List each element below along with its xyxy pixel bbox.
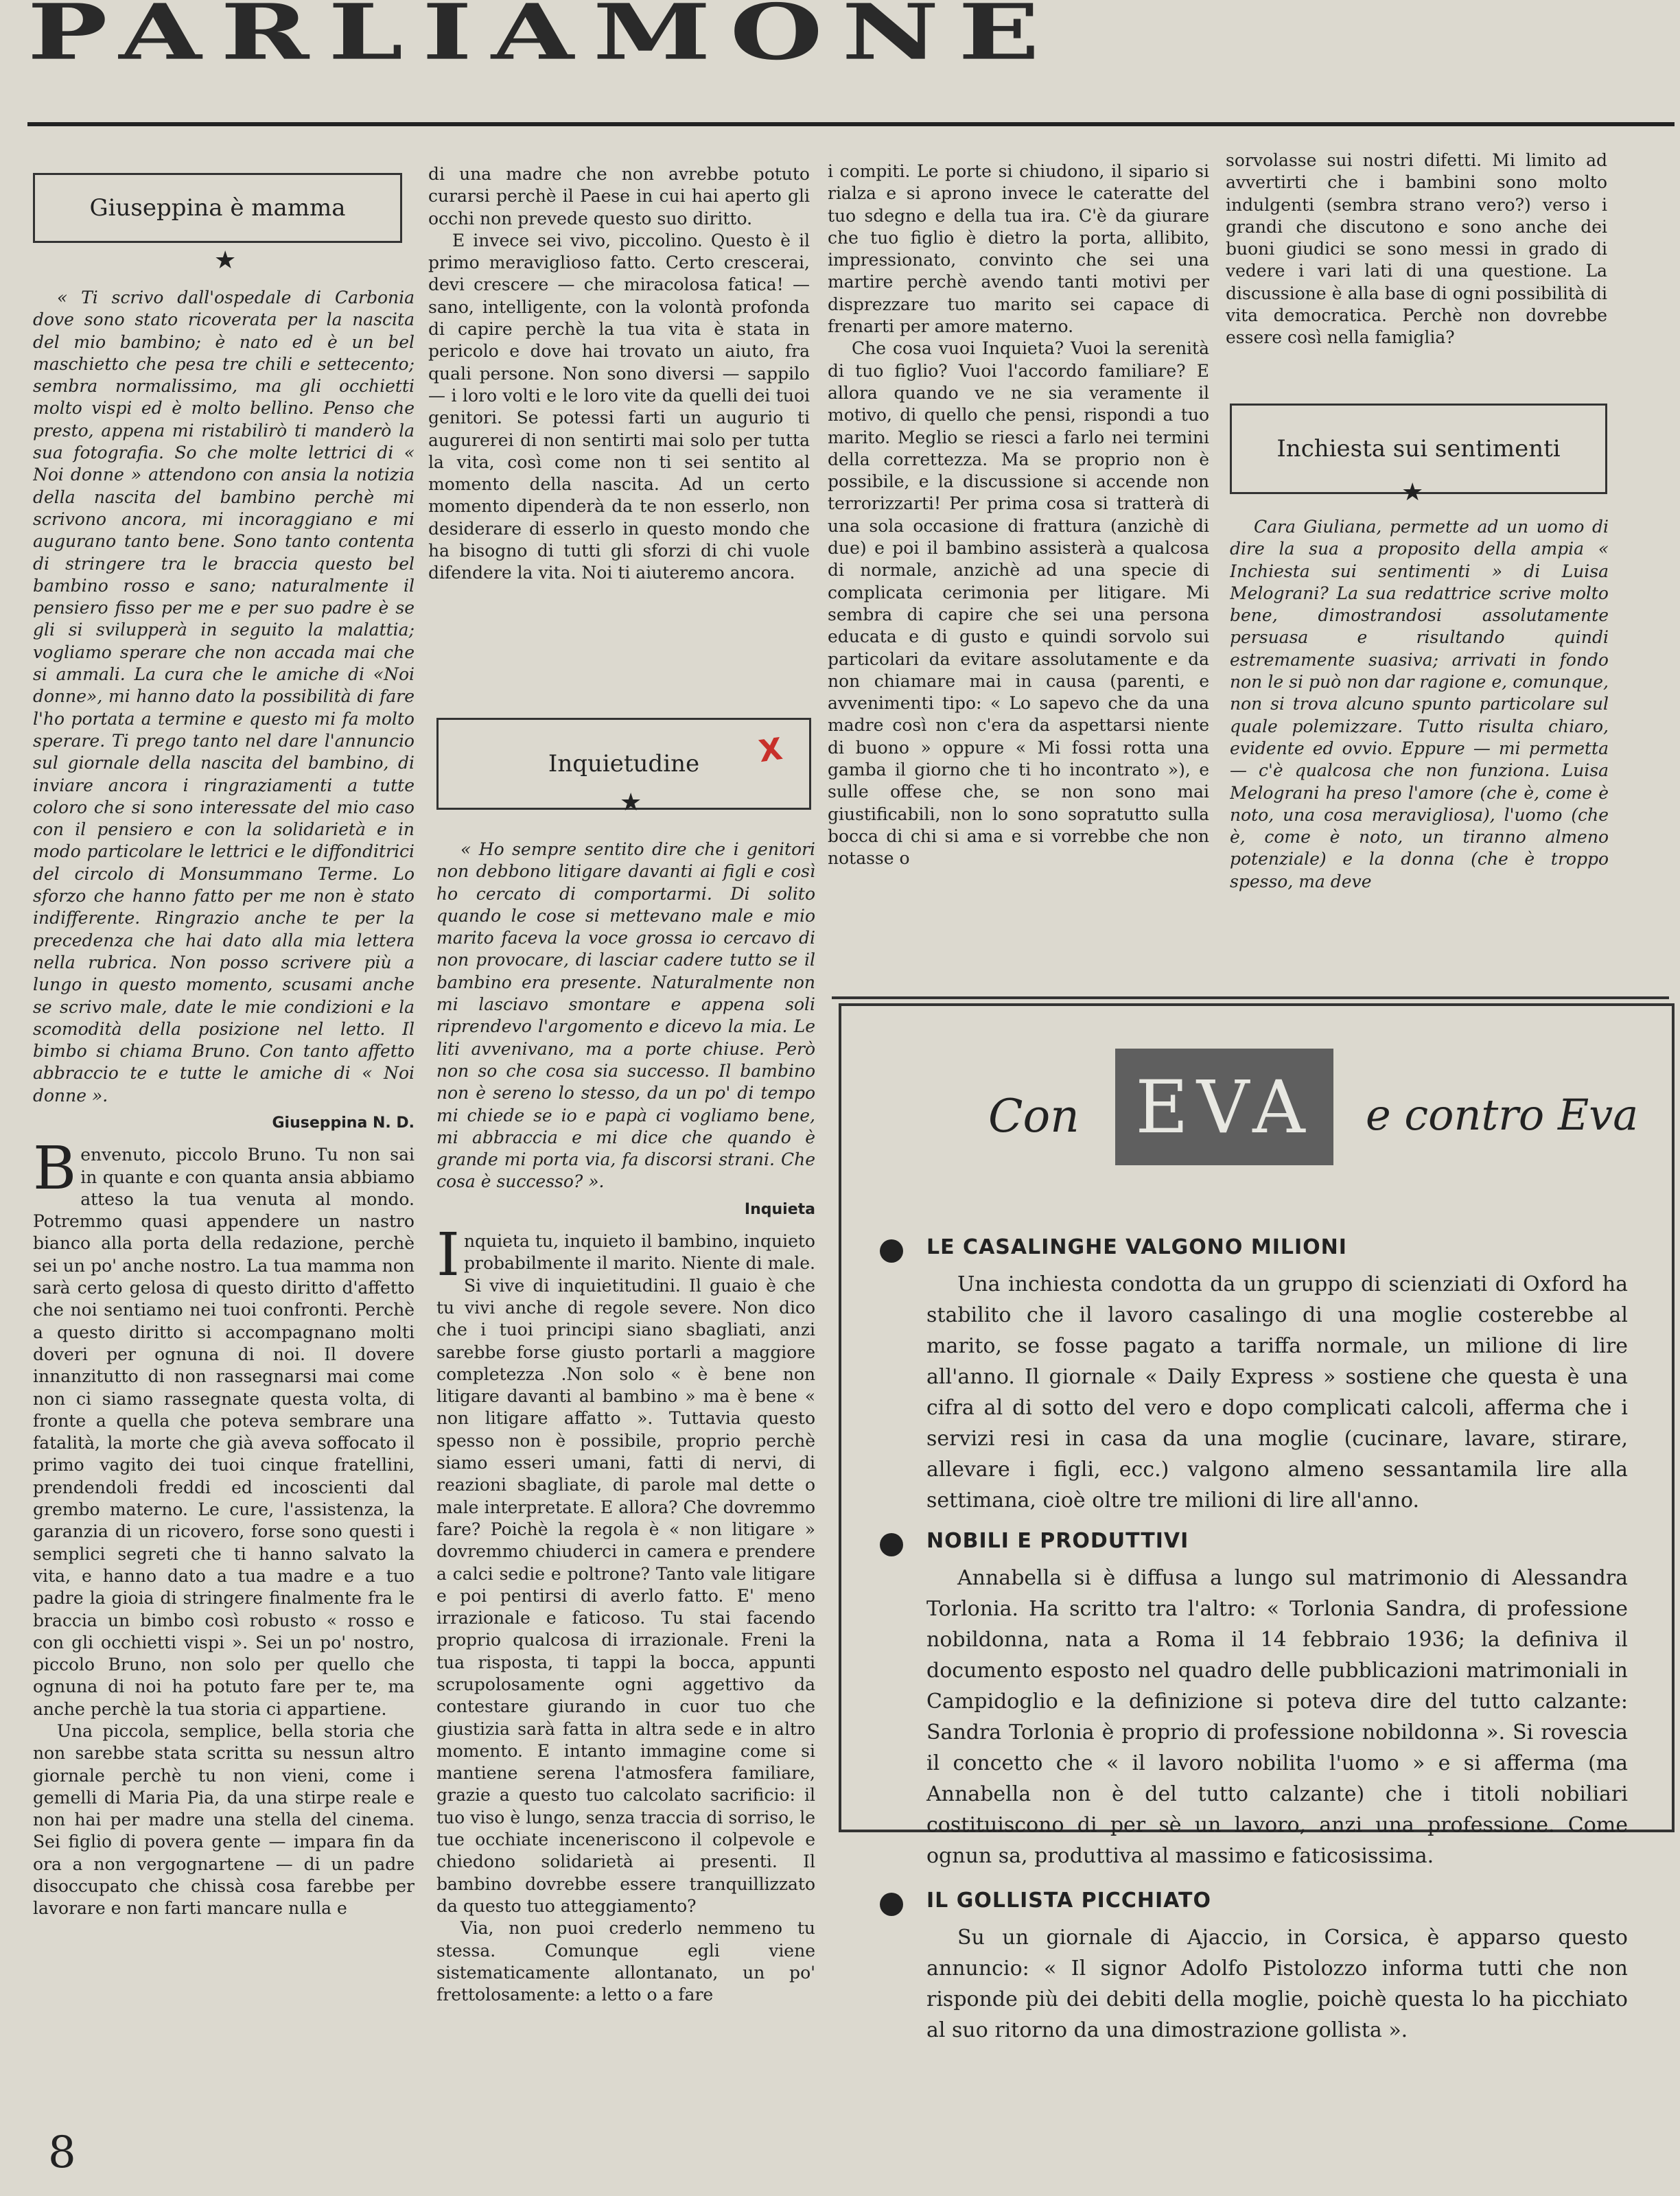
- news-text: Su un giornale di Ajaccio, in Corsica, è apparso questo annuncio: « Il signor Adolfo Pistolozzo informa tutti che non risponde più dei debiti della moglie, poichè questa lo ha picchiato al suo ritorno da una dimostrazione gollista ».: [926, 1926, 1628, 2042]
- reply-giuseppina-p2: Una piccola, semplice, bella storia che non sarebbe stata scritta su nessun altro giornale perchè tu non vieni, come i gemelli di Maria Pia, da una stirpe reale e non hai per madre una stella del cinema. Sei figlio di povera gente — impara fin da ora a non vergognartene — di un padre disoccupato che chissà cosa farebbe per lavorare e non farti mancare nulla e: [33, 1721, 415, 1919]
- column-3: [828, 161, 1209, 921]
- heading-inchiesta: Inchiesta sui sentimenti: [1276, 435, 1561, 463]
- star-icon: ★: [214, 246, 237, 274]
- news-item-casalinghe: [880, 1235, 1628, 1516]
- eva-title-contro: e contro Eva: [1366, 1090, 1639, 1140]
- eva-title: [988, 1049, 1647, 1172]
- letter-inquieta: « Ho sempre sentito dire che i genitori non debbono litigare davanti ai figli e così ho cercato di comportarmi. Di solito quando le cose si mettevano male e mio marito faceva la voce grossa io cercavo di non provocare, di lasciar cadere tutto se il bambino era presente. Naturalmente non mi lasciavo smontare e appena soli riprendevo l'argomento e dicevo la mia. Le liti avvenivano, ma a porte chiuse. Però non so che cosa sia successo. Il bambino non è sereno lo stesso, da un po' di tempo mi chiede se io e papà ci vogliamo bene, mi abbraccia e mi dice che quando è grande mi porta via, fa discorsi strani. Che cosa è successo? ».: [436, 839, 815, 1192]
- column-4-bottom: [1230, 516, 1609, 914]
- signature-inquieta: Inquieta: [744, 1200, 815, 1218]
- column-2-bottom: [436, 839, 815, 2115]
- news-text: Annabella si è diffusa a lungo sul matrimonio di Alessandra Torlonia. Ha scritto tra l'altro: « Torlonia Sandra, di professione nobildonna, nata a Roma il 14 febbraio 1936; la definiva il documento esposto nel quadro delle pubblicazioni matrimoniali in Campidoglio e la definizione si poteva dire del tutto calzante: Sandra Torlonia è proprio di professione nobildonna ». Si rovescia il concetto che « il lavoro nobilita l'uomo » e si afferma (ma Annabella non è del tutto calzante) che i titoli nobiliari costituiscono di per sè un lavoro, anzi una professione. Come ognun sa, produttiva al massimo e faticosissima.: [926, 1566, 1628, 1868]
- heading-box-giuseppina: [33, 173, 402, 243]
- letter-giuseppina: « Ti scrivo dall'ospedale di Carbonia dove sono stato ricoverata per la nascita del mio bambino; è nato ed è un bel maschietto che pesa tre chili e settecento; sembra normalissimo, ma gli occhietti molto vispi ed è molto bellino. Penso che presto, appena mi ristabilirò ti manderò la sua fotografia. So che molte lettrici di « Noi donne » attendono con ansia la notizia della nascita del bambino perchè mi scrivono ancora, mi incoraggiano e mi augurano tanto bene. Sono tanto contenta di stringere tra le braccia questo bel bambino rosso e sano; naturalmente il pensiero fisso per me e per suo padre è se gli si svilupperà in seguito la malattia; vogliamo sperare che non accada mai che si ammali. La cura che le amiche di «Noi donne», mi hanno dato la possibilità di fare l'ho portata a termine e questo mi fa molto sperare. Ti prego tanto nel dare l'annuncio sul giornale della nascita del bambino, di inviare ancora i ringraziamenti a tutte coloro che si sono interessate del mio caso con il pensiero e con la solidarietà e in modo particolare le lettrici e le diffonditrici del circolo di Monsummano Terme. Lo sforzo che hanno fatto per me non è stato indifferente. Ringrazio anche te per la precedenza che hai dato alla mia lettera nella rubrica. Non posso scrivere più a lungo in questo momento, scusami anche se scrivo male, date le mie condizioni e la scomodità della posizione nel letto. Il bimbo si chiama Bruno. Con tanto affetto abbraccio te e tutte le amiche di « Noi donne ».: [33, 288, 415, 1106]
- reply-inquieta-p1: Inquieta tu, inquieto il bambino, inquieto probabilmente il marito. Niente di male. Si vive di inquietitudini. Il guaio è che tu vivi anche di regole severe. Non dico che i tuoi principi siano sbagliati, anzi sarebbe forse giusto portarli a maggiore completezza .Non solo « è bene non litigare davanti al bambino » ma è bene « non litigare affatto ». Tuttavia questo spesso non è possibile, proprio perchè siamo esseri umani, fatti di nervi, di reazioni sbagliate, di parole mal dette o male interpretate. E allora? Che dovremmo fare? Poichè la regola è « non litigare » dovremmo chiuderci in camera e prendere a calci sedie e poltrone? Tanto vale litigare e poi pentirsi di averlo fatto. E' meno irrazionale e faticoso. Tu stai facendo proprio qualcosa di irrazionale. Freni la tua risposta, ti tappi la bocca, appunti scrupolosamente ogni aggettivo da contestare giurando in cuor tuo che giustizia sarà fatta in altra sede e in altro momento. E intanto immagine come si mantiene serena l'atmosfera familiare, grazie a questo tuo calcolato sacrificio: il tuo viso è lungo, senza traccia di sorriso, le tue occhiate inceneriscono il colpevole e chiedono solidarietà ai presenti. Il bambino dovrebbe essere tranquillizzato da questo tuo atteggiamento?: [436, 1221, 815, 1916]
- reply-inquieta-p2: Via, non puoi crederlo nemmeno tu stessa. Comunque egli viene sistematicamente allontanato, un po' frettolosamente: a letto o a fare: [436, 1918, 815, 2005]
- star-icon: ★: [620, 789, 642, 817]
- star-icon: ★: [1401, 478, 1424, 506]
- reply-giuseppina-p3: di una madre che non avrebbe potuto curarsi perchè il Paese in cui hai aperto gli occhi non prevede questo suo diritto.: [428, 164, 810, 229]
- column-4-top: [1226, 150, 1607, 383]
- bullet-icon: [880, 1239, 903, 1263]
- reply-giuseppina-p1: Benvenuto, piccolo Bruno. Tu non sai in quante e con quanta ansia abbiamo atteso la tua venuta al mondo. Potremmo quasi appendere un nastro bianco alla porta della redazione, perchè sei un po' anche nostro. La tua mamma non sarà certo gelosa di questo diritto d'affetto che noi sentiamo nei tuoi confronti. Perchè a questo diritto si accompagnano molti doveri per ognuna di noi. Il dovere innanzitutto di non rassegnarsi mai come non ci siamo rassegnate questa volta, di fronte a quella che poteva sembrare una fatalità, la morte che già aveva soffocato il primo vagito dei tuoi cinque fratellini, prendendoli freddi ed incoscienti dal grembo materno. Le cure, l'assistenza, la garanzia di un ricovero, forse sono questi i semplici segreti che ti hanno salvato la vita, e hanno dato a tua madre e a tuo padre la gioia di stringere finalmente fra le braccia un bimbo così robusto « rosso e con gli occhietti vispi ». Sei un po' nostro, piccolo Bruno, non solo per quello che ognuna di noi ha potuto fare per te, ma anche perchè la tua storia ci appartiene.: [33, 1134, 415, 1719]
- news-title: LE CASALINGHE VALGONO MILIONI: [926, 1235, 1347, 1259]
- red-check-mark: X: [756, 731, 785, 770]
- news-item-nobili: [880, 1529, 1628, 1871]
- news-item-gollista: [880, 1889, 1628, 2046]
- news-title: NOBILI E PRODUTTIVI: [926, 1529, 1189, 1553]
- heading-inquietudine: Inquietudine: [548, 750, 700, 778]
- dropcap-b: B: [33, 1134, 77, 1204]
- eva-title-con: Con: [988, 1090, 1080, 1143]
- letter-inchiesta: Cara Giuliana, permette ad un uomo di dire la sua a proposito della ampia « Inchiesta sui sentimenti » di Luisa Melograni? La sua redattrice scrive molto bene, dimostrandosi assolutamente persuasa e risultando quindi estremamente suasiva; arrivati in fondo non le si può non dar ragione e, comunque, non si trova alcuno spunto particolare sul quale polemizzare. Tutto risulta chiaro, evidente ed ovvio. Eppure — mi permetta — c'è qualcosa che non funziona. Luisa Melograni ha preso l'amore (che è, come è noto, una cosa meravigliosa), l'uomo (che è, come è noto, un tiranno almeno potenziale) e la donna (che è troppo spesso, ma deve: [1230, 517, 1609, 891]
- bullet-icon: [880, 1533, 903, 1556]
- page-number: 8: [48, 2127, 76, 2178]
- signature-giuseppina: Giuseppina N. D.: [272, 1114, 415, 1132]
- reply-inquieta-p5: sorvolasse sui nostri difetti. Mi limito ad avvertirti che i bambini sono molto indulgenti (sembra strano vero?) verso i grandi che discutono e sono anche dei buoni giudici se sono messi in grado di vedere i vari lati di una questione. La discussione è alla base di ogni possibilità di vita democratica. Perchè non dovrebbe essere così nella famiglia?: [1226, 150, 1607, 348]
- news-title: IL GOLLISTA PICCHIATO: [926, 1889, 1211, 1913]
- reply-inquieta-p3: i compiti. Le porte si chiudono, il sipario si rialza e si aprono invece le cateratte del tuo sdegno e della tua ira. C'è da giurare che tuo figlio è dietro la porta, allibito, impressionato, convinto che sei una martire perchè avendo tanti motivi per disprezzare tuo marito sei capace di frenarti per amore materno.: [828, 161, 1209, 337]
- reply-giuseppina-p4: E invece sei vivo, piccolino. Questo è il primo meraviglioso fatto. Certo crescerai, devi crescere — che miracolosa fatica! — sano, intelligente, con la volontà profonda di capire perchè la tua vita è stata in pericolo e dove hai trovato un aiuto, fra quali persone. Non sono diversi — sappilo — i loro volti e le loro vite da quelli dei tuoi genitori. Se potessi farti un augurio ti augurerei di non sentirti mai solo per tutta la vita, così come non ti sei sentito al momento della nascita. Ad un certo momento dipenderà da te non esserlo, non desiderare di esserlo in questo mondo che ha bisogno di tutti gli sforzi di chi vuole difendere la vita. Noi ti aiuteremo ancora.: [428, 230, 810, 583]
- dropcap-i: I: [436, 1221, 460, 1290]
- masthead-title: PARLIAMONE: [27, 0, 1059, 65]
- masthead-rule: [27, 122, 1675, 126]
- heading-giuseppina: Giuseppina è mamma: [89, 194, 346, 222]
- eva-title-block: EVA: [1115, 1049, 1333, 1165]
- column-2-top: [428, 163, 810, 671]
- eva-top-rule: [832, 996, 1669, 999]
- column-1: [33, 287, 415, 2112]
- reply-inquieta-p4: Che cosa vuoi Inquieta? Vuoi la serenità di tuo figlio? Vuoi l'accordo familiare? E allora quando ve ne sia veramente il motivo, di quello che pensi, rispondi a tuo marito. Meglio se riesci a farlo nei termini della correttezza. Ma se proprio non è possibile, e la discussione si accende non terrorizzarti! Per prima cosa si tratterà di una sola occasione di frattura (anzichè di due) e poi il bambino assisterà a qualcosa di normale, anzichè ad una specie di complicata cerimonia per litigare. Mi sembra di capire che sei una persona educata e di gusto e quindi sorvolo sui particolari da evitare assolutamente e da non chiamare mai in causa (parenti, e avvenimenti tipo: « Lo sapevo che da una madre così non c'era da aspettarsi niente di buono » oppure « Mi fossi rotta una gamba il giorno che ti ho incontrato »), e sulle offese che, se non sono mai giustificabili, non lo sono sopratutto sulla bocca di chi si ama e si vorrebbe che non notasse o: [828, 338, 1209, 869]
- bullet-icon: [880, 1893, 903, 1916]
- news-text: Una inchiesta condotta da un gruppo di scienziati di Oxford ha stabilito che il lavoro casalingo di una moglie costerebbe al marito, se fosse pagato a tariffa normale, un milione di lire all'anno. Il giornale « Daily Express » sostiene che questa è una cifra al di sotto del vero e dopo complicati calcoli, afferma che i servizi resi in casa da una moglie (cucinare, lavare, stirare, allevare i figli, ecc.) valgono almeno sessantamila lire alla settimana, cioè oltre tre milioni di lire all'anno.: [926, 1272, 1628, 1512]
